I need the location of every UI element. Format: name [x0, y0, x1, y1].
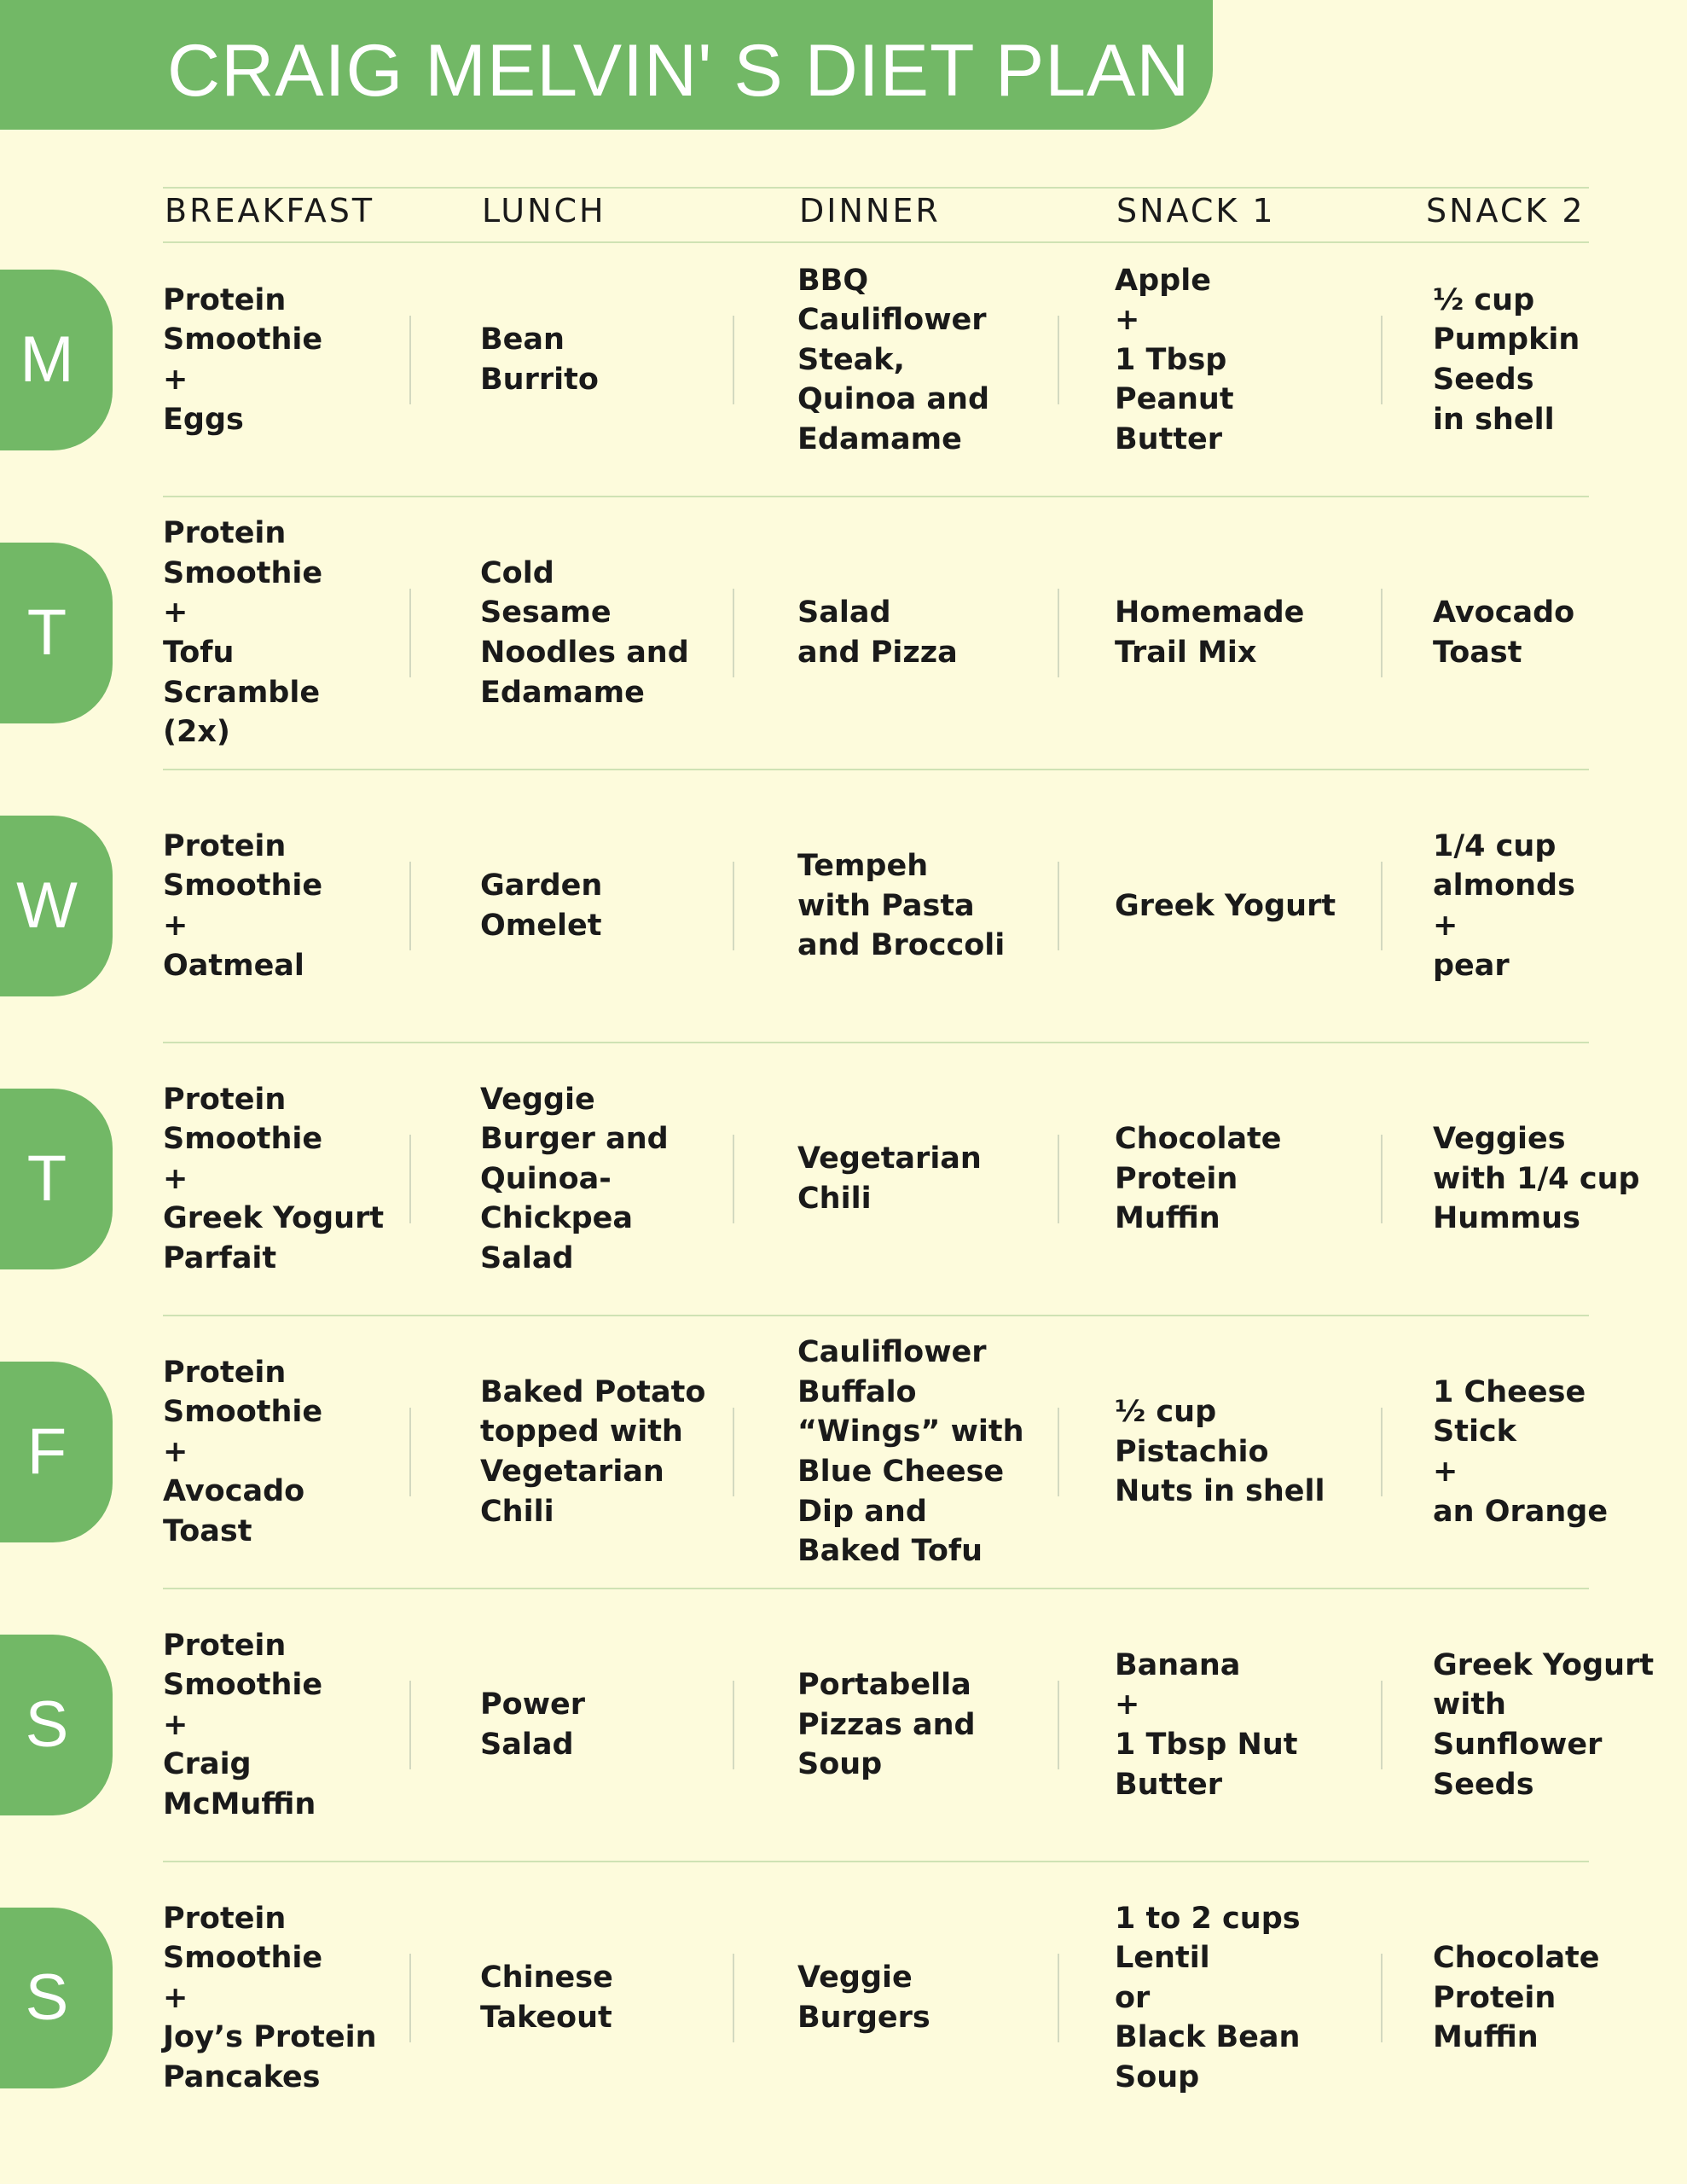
- row-divider: [163, 1315, 1589, 1316]
- row-divider: [163, 496, 1589, 497]
- meal-cell-snack-1: ½ cup Pistachio Nuts in shell: [1115, 1395, 1325, 1509]
- column-divider: [409, 1135, 411, 1223]
- day-label: F: [26, 1415, 67, 1488]
- meal-cell-lunch: Garden Omelet: [480, 868, 603, 943]
- column-divider: [1058, 1954, 1059, 2042]
- column-divider: [1381, 1135, 1383, 1223]
- row-divider: [163, 1588, 1589, 1589]
- meal-cell-dinner: BBQ Cauliflower Steak, Quinoa and Edamame: [797, 263, 990, 456]
- header-bottom-rule: [163, 241, 1589, 243]
- column-header-snack-1: SNACK 1: [1116, 192, 1276, 229]
- meal-cell-lunch: Chinese Takeout: [480, 1960, 613, 2035]
- meal-cell-dinner: Portabella Pizzas and Soup: [797, 1668, 976, 1782]
- day-label: S: [25, 1688, 69, 1761]
- column-divider: [1058, 1135, 1059, 1223]
- column-divider: [733, 1954, 734, 2042]
- meal-cell-snack-2: Chocolate Protein Muffin: [1433, 1941, 1600, 2055]
- meal-cell-breakfast: Protein Smoothie + Tofu Scramble (2x): [163, 516, 323, 750]
- meal-cell-dinner: Veggie Burgers: [797, 1960, 930, 2035]
- row-divider: [163, 1861, 1589, 1862]
- meal-cell-snack-1: Greek Yogurt: [1115, 888, 1336, 923]
- meal-cell-breakfast: Protein Smoothie + Greek Yogurt Parfait: [163, 1082, 385, 1275]
- meal-cell-snack-1: Apple + 1 Tbsp Peanut Butter: [1115, 263, 1234, 456]
- day-label: M: [20, 323, 74, 396]
- meal-cell-snack-2: Avocado Toast: [1433, 595, 1575, 670]
- meal-cell-breakfast: Protein Smoothie + Eggs: [163, 282, 323, 437]
- column-divider: [1058, 589, 1059, 677]
- column-header-dinner: DINNER: [799, 192, 941, 229]
- meal-cell-dinner: Cauliflower Buffalo “Wings” with Blue Cheese Dip and Baked Tofu: [797, 1335, 1024, 1569]
- meal-cell-lunch: Power Salad: [480, 1687, 586, 1762]
- column-divider: [733, 316, 734, 404]
- meal-cell-snack-1: Chocolate Protein Muffin: [1115, 1122, 1282, 1236]
- page-title: CRAIG MELVIN' S DIET PLAN: [167, 30, 1191, 112]
- meal-cell-snack-2: Greek Yogurt with Sunflower Seeds: [1433, 1647, 1655, 1802]
- column-divider: [1058, 316, 1059, 404]
- meal-cell-snack-2: Veggies with 1/4 cup Hummus: [1433, 1122, 1640, 1236]
- meal-cell-snack-1: Homemade Trail Mix: [1115, 595, 1305, 670]
- column-divider: [409, 1408, 411, 1496]
- day-label: S: [25, 1961, 69, 2034]
- meal-cell-breakfast: Protein Smoothie + Avocado Toast: [163, 1355, 323, 1548]
- column-header-breakfast: BREAKFAST: [165, 192, 375, 229]
- row-divider: [163, 1042, 1589, 1043]
- meal-cell-snack-2: ½ cup Pumpkin Seeds in shell: [1433, 282, 1580, 437]
- meal-cell-snack-2: 1 Cheese Stick + an Orange: [1433, 1374, 1609, 1529]
- column-divider: [409, 1954, 411, 2042]
- meal-cell-breakfast: Protein Smoothie + Joy’s Protein Pancakes: [163, 1901, 377, 2094]
- column-divider: [733, 1408, 734, 1496]
- meal-cell-lunch: Baked Potato topped with Vegetarian Chili: [480, 1374, 706, 1529]
- meal-cell-dinner: Tempeh with Pasta and Broccoli: [797, 849, 1006, 963]
- column-divider: [409, 862, 411, 950]
- column-divider: [733, 589, 734, 677]
- meal-cell-breakfast: Protein Smoothie + Oatmeal: [163, 828, 323, 983]
- column-divider: [1381, 1681, 1383, 1769]
- meal-cell-snack-1: Banana + 1 Tbsp Nut Butter: [1115, 1647, 1298, 1802]
- meal-cell-lunch: Bean Burrito: [480, 322, 599, 397]
- meal-cell-lunch: Cold Sesame Noodles and Edamame: [480, 555, 689, 710]
- meal-cell-lunch: Veggie Burger and Quinoa- Chickpea Salad: [480, 1082, 669, 1275]
- column-divider: [409, 1681, 411, 1769]
- column-divider: [1381, 1408, 1383, 1496]
- column-divider: [1058, 862, 1059, 950]
- column-divider: [409, 589, 411, 677]
- meal-cell-snack-1: 1 to 2 cups Lentil or Black Bean Soup: [1115, 1901, 1301, 2094]
- meal-cell-dinner: Salad and Pizza: [797, 595, 958, 670]
- column-divider: [733, 1135, 734, 1223]
- column-divider: [409, 316, 411, 404]
- column-divider: [1381, 1954, 1383, 2042]
- column-divider: [733, 1681, 734, 1769]
- column-header-snack-2: SNACK 2: [1426, 192, 1586, 229]
- meal-cell-breakfast: Protein Smoothie + Craig McMuffin: [163, 1628, 323, 1821]
- day-label: T: [26, 1142, 67, 1215]
- column-divider: [1058, 1408, 1059, 1496]
- column-divider: [1381, 316, 1383, 404]
- row-divider: [163, 769, 1589, 770]
- day-label: W: [16, 869, 78, 942]
- header-top-rule: [163, 187, 1589, 189]
- day-label: T: [26, 596, 67, 669]
- column-divider: [1058, 1681, 1059, 1769]
- column-divider: [1381, 589, 1383, 677]
- column-divider: [1381, 862, 1383, 950]
- meal-cell-dinner: Vegetarian Chili: [797, 1141, 982, 1216]
- meal-cell-snack-2: 1/4 cup almonds + pear: [1433, 828, 1575, 983]
- column-header-lunch: LUNCH: [482, 192, 606, 229]
- column-divider: [733, 862, 734, 950]
